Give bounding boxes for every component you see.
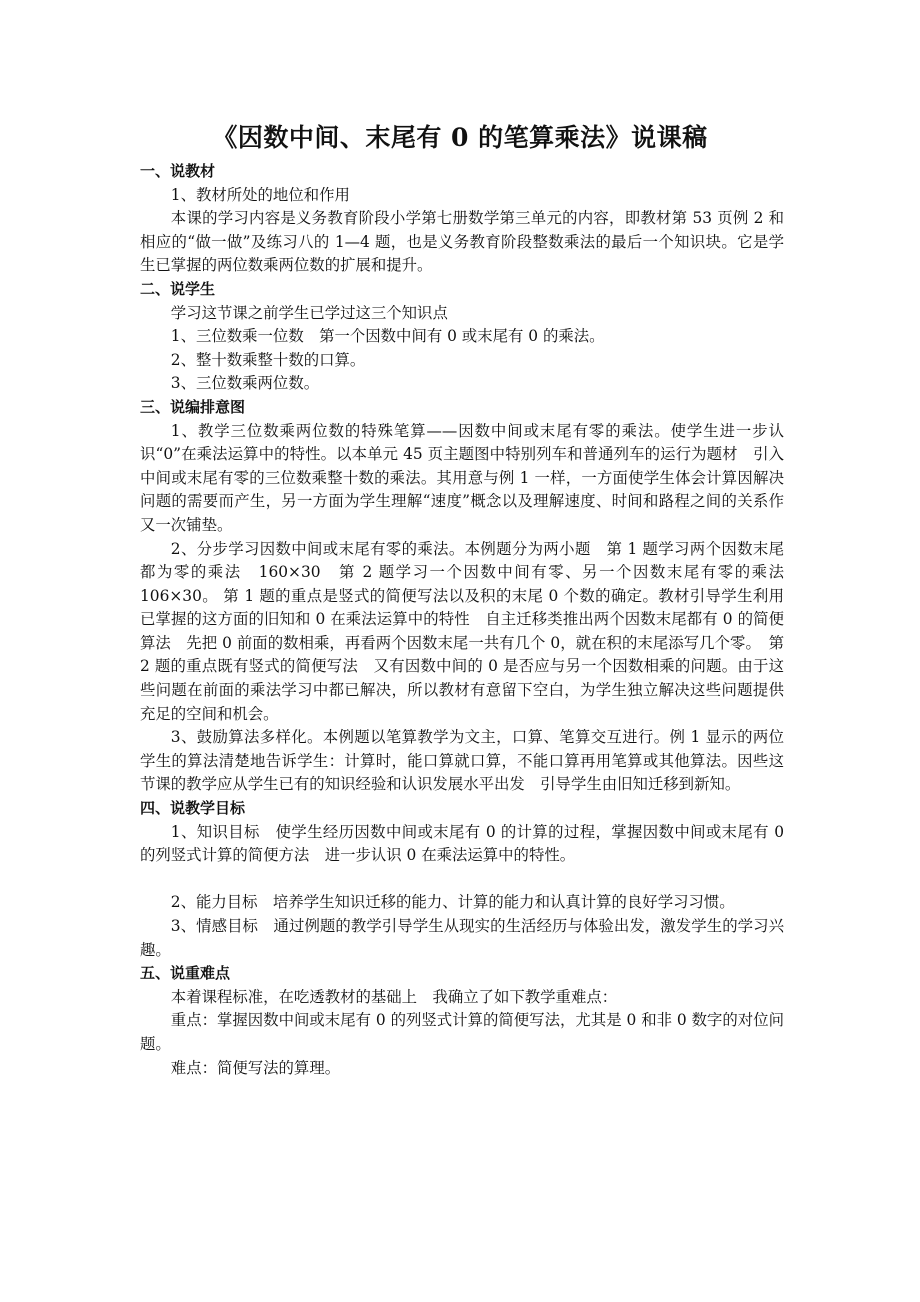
paragraph: 2、分步学习因数中间或末尾有零的乘法。本例题分为两小题 第 1 题学习两个因数末尾都为零的乘法 160×30 第 2 题学习一个因数中间有零、另一个因数末尾有零的乘法 106×30。 第 1 题的重点是竖式的简便写法以及积的末尾 0 个数的确定。教材引导学生利用已掌握的这方面的旧知和 0 在乘法运算中的特性 自主迁移类推出两个因数末尾都有 0 的简便算法 先把 0 前面的数相乘，再看两个因数末尾一共有几个 0，就在积的末尾添写几个零。 第 2 题的重点既有竖式的简便写法 又有因数中间的 0 是否应与另一个因数相乘的问题。由于这些问题在前面的乘法学习中都已解决，所以教材有意留下空白，为学生独立解决这些问题提供充足的空间和机会。 <box>140 539 800 723</box>
paragraph: 难点：简便写法的算理。 <box>170 1058 341 1077</box>
paragraph: 本着课程标准，在吃透教材的基础上 我确立了如下教学重难点： <box>170 987 618 1006</box>
paragraph: 2、能力目标 培养学生知识迁移的能力、计算的能力和认真计算的良好学习习惯。 <box>170 893 735 912</box>
document-title: 《因数中间、末尾有 0 的笔算乘法》说课稿 <box>212 123 708 152</box>
paragraph: 重点：掌握因数中间或末尾有 0 的列竖式计算的简便写法，尤其是 0 和非 0 数字的对位问题。 <box>140 1011 784 1053</box>
paragraph: 3、鼓励算法多样化。本例题以笔算教学为文主，口算、笔算交互进行。例 1 显示的两位学生的算法清楚地告诉学生：计算时，能口算就口算，不能口算再用笔算或其他算法。因些这节课的教学应从学生已有的知识经验和认识发展水平出发 引导学生由旧知迁移到新知。 <box>140 728 784 794</box>
section-heading: 二、说学生 <box>140 279 216 298</box>
document-body <box>140 160 800 1080</box>
paragraph: 本课的学习内容是义务教育阶段小学第七册数学第三单元的内容，即教材第 53 页例 2 和相应的“做一做”及练习八的 1—4 题，也是义务教育阶段整数乘法的最后一个知识块。它是学生已掌握的两位数乘两位数的扩展和提升。 <box>140 209 784 275</box>
section-heading: 五、说重难点 <box>140 964 231 983</box>
paragraph: 3、情感目标 通过例题的教学引导学生从现实的生活经历与体验出发，激发学生的学习兴趣。 <box>140 917 784 959</box>
paragraph: 2、整十数乘整十数的口算。 <box>170 350 366 369</box>
paragraph: 学习这节课之前学生已学过这三个知识点 <box>170 303 448 322</box>
section-heading: 三、说编排意图 <box>140 397 246 416</box>
paragraph: 1、知识目标 使学生经历因数中间或末尾有 0 的计算的过程，掌握因数中间或末尾有 0 的列竖式计算的简便方法 进一步认识 0 在乘法运算中的特性。 <box>140 822 784 865</box>
paragraph: 1、三位数乘一位数 第一个因数中间有 0 或末尾有 0 的乘法。 <box>170 327 605 346</box>
paragraph: 1、教学三位数乘两位数的特殊笔算——因数中间或末尾有零的乘法。使学生进一步认识“0”在乘法运算中的特性。以本单元 45 页主题图中特别列车和普通列车的运行为题材 引入中间或末尾有零的三位数乘整十数的乘法。其用意与例 1 一样，一方面使学生体会计算因解决问题的需要而产生，另一方面为学生理解“速度”概念以及理解速度、时间和路程之间的关系作又一次铺垫。 <box>140 421 784 534</box>
section-heading: 一、说教材 <box>140 162 216 180</box>
section-heading: 四、说教学目标 <box>140 799 246 818</box>
paragraph: 3、三位数乘两位数。 <box>170 374 320 393</box>
blank-line <box>140 868 784 892</box>
paragraph: 1、教材所处的地位和作用 <box>170 185 350 204</box>
